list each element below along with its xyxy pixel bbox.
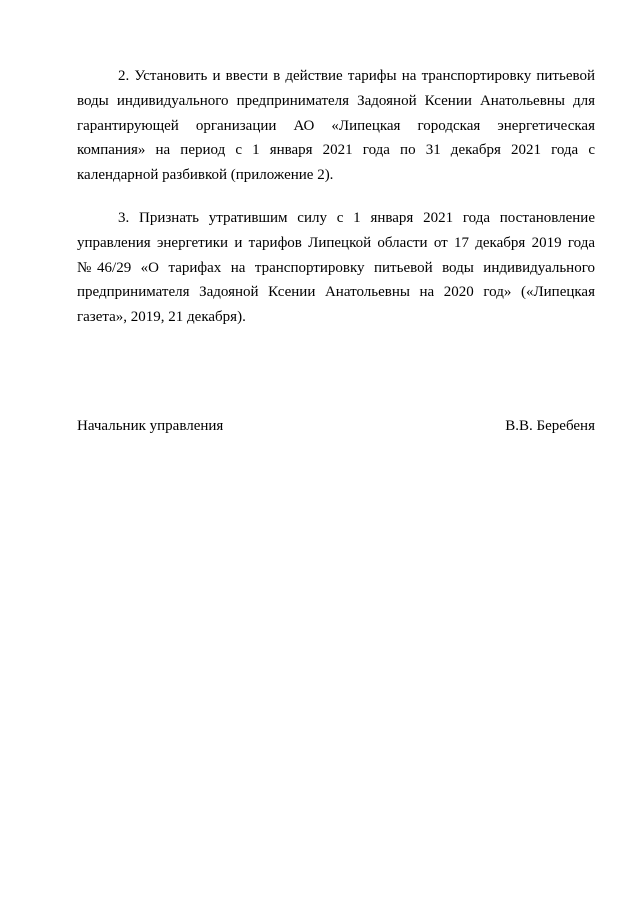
paragraph-item-2: 2. Установить и ввести в действие тарифы на транспортировку питьевой воды индивидуального предпринимателя Задояной Ксении Анатольевны для гарантирующей организации АО «Липецкая городская энергетическая компания» на период с 1 января 2021 года по 31 декабря 2021 года с календарной разбивкой (приложение 2). [77, 68, 595, 184]
document-body [77, 64, 595, 330]
signature-name: В.В. Беребеня [505, 418, 595, 434]
signature-block [77, 414, 595, 439]
paragraph-item-3: 3. Признать утратившим силу с 1 января 2021 года постановление управления энергетики и тарифов Липецкой области от 17 декабря 2019 года №46/29 «О тарифах на транспортировку питьевой воды индивидуального предпринимателя Задояной Ксении Анатольевны на 2020 год» («Липецкая газета», 2019, 21 декабря). [77, 209, 595, 326]
signature-position: Начальник управления [77, 418, 224, 434]
